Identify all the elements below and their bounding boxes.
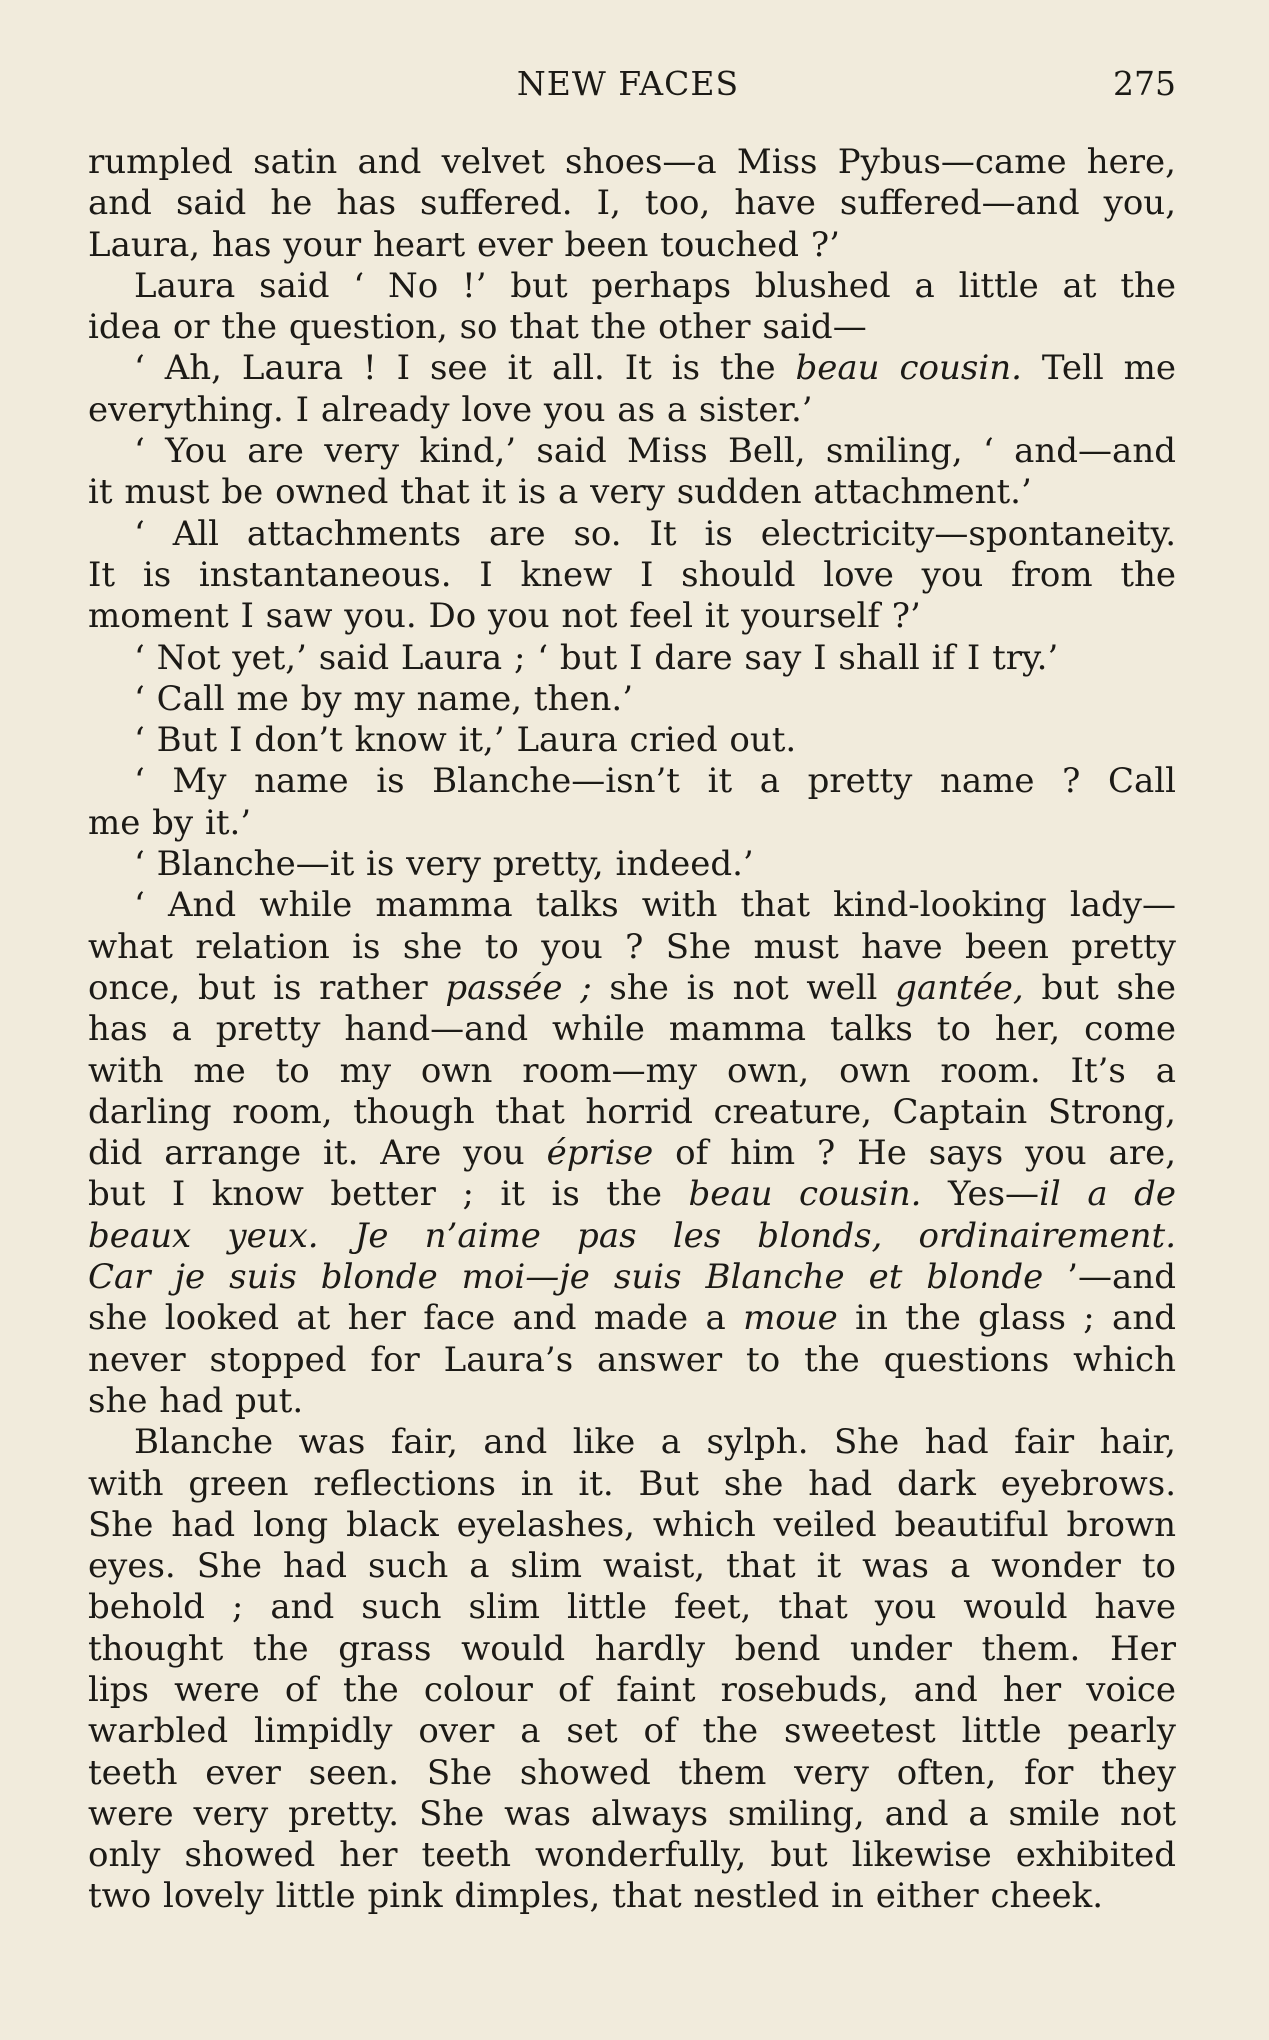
text-run: ‘ Ah, Laura ! I see it all. It is the: [134, 348, 796, 389]
text-line: [88, 679, 1176, 720]
text-line: [88, 1670, 1176, 1711]
text-line: [88, 968, 1176, 1009]
paragraph: [88, 844, 1176, 885]
paragraph: [88, 142, 1176, 266]
italic-text: beau cousin.: [795, 348, 1022, 389]
text-run: ’—and: [1043, 1257, 1176, 1298]
text-run: everything. I already love you as a sister.’: [88, 389, 813, 430]
text-line: [88, 142, 1176, 183]
italic-text: beaux yeux. Je n’aime pas les blonds, ordinairement.: [88, 1215, 1176, 1256]
text-run: thought the grass would hardly bend under them. Her: [88, 1628, 1176, 1669]
text-run: once, but is rather: [88, 967, 446, 1008]
text-run: warbled limpidly over a set of the sweetest little pearly: [88, 1711, 1176, 1752]
paragraph: [88, 1422, 1176, 1918]
text-run: ‘ But I don’t know it,’ Laura cried out.: [134, 720, 797, 761]
text-run: ‘ Blanche—it is very pretty, indeed.’: [134, 844, 754, 885]
italic-text: moue: [743, 1298, 838, 1339]
text-line: [88, 1216, 1176, 1257]
text-line: [88, 555, 1176, 596]
text-line: [88, 1133, 1176, 1174]
italic-text: Car je suis blonde moi—je suis Blanche et blonde: [88, 1257, 1044, 1298]
text-run: what relation is she to you ? She must have been pretty: [88, 926, 1176, 967]
paragraph: [88, 638, 1176, 679]
text-run: of him ? He says you are,: [653, 1133, 1176, 1174]
text-run: Blanche was fair, and like a sylph. She had fair hair,: [134, 1422, 1176, 1463]
paragraph: [88, 266, 1176, 349]
text-line: [88, 1298, 1176, 1339]
text-line: [88, 1711, 1176, 1752]
text-line: [88, 514, 1176, 555]
italic-text: beau cousin.: [688, 1174, 922, 1215]
text-line: [88, 1051, 1176, 1092]
paragraph: [88, 679, 1176, 720]
text-run: She had long black eyelashes, which veiled beautiful brown: [88, 1504, 1176, 1545]
text-line: [88, 1464, 1176, 1505]
text-run: ‘ And while mamma talks with that kind-looking lady—: [134, 885, 1176, 926]
text-run: never stopped for Laura’s answer to the questions which: [88, 1339, 1176, 1380]
text-line: [88, 225, 1176, 266]
text-line: [88, 1629, 1176, 1670]
text-run: ‘ You are very kind,’ said Miss Bell, smiling, ‘ and—and: [134, 431, 1176, 472]
text-run: did arrange it. Are you: [88, 1133, 547, 1174]
text-line: [88, 390, 1176, 431]
text-line: [88, 266, 1176, 307]
text-run: has a pretty hand—and while mamma talks to her, come: [88, 1009, 1176, 1050]
text-line: [88, 720, 1176, 761]
paragraph: [88, 885, 1176, 1422]
italic-text: il a de: [1039, 1174, 1176, 1215]
text-run: ‘ My name is Blanche—isn’t it a pretty name ? Call: [134, 761, 1176, 802]
italic-text: gantée,: [895, 967, 1024, 1008]
text-run: Laura, has your heart ever been touched ?’: [88, 224, 840, 265]
text-line: [88, 844, 1176, 885]
text-line: [88, 1505, 1176, 1546]
paragraph: [88, 431, 1176, 514]
text-line: [88, 1876, 1176, 1917]
text-run: ‘ Call me by my name, then.’: [134, 678, 633, 719]
text-run: and said he has suffered. I, too, have suffered—and you,: [88, 183, 1176, 224]
text-run: Tell me: [1021, 348, 1176, 389]
text-run: she looked at her face and made a: [88, 1298, 744, 1339]
body-text: [88, 142, 1176, 1918]
text-line: [88, 596, 1176, 637]
text-run: it must be owned that it is a very sudden attachment.’: [88, 472, 1032, 513]
text-run: but she: [1023, 967, 1176, 1008]
text-line: [88, 638, 1176, 679]
running-head: [80, 64, 1176, 104]
paragraph: [88, 348, 1176, 431]
text-run: eyes. She had such a slim waist, that it was a wonder to: [88, 1546, 1176, 1587]
text-line: [88, 1257, 1176, 1298]
text-run: with me to my own room—my own, own room. It’s a: [88, 1050, 1176, 1091]
text-line: [88, 431, 1176, 472]
page-number: 275: [1113, 64, 1176, 103]
text-line: [88, 183, 1176, 224]
text-run: teeth ever seen. She showed them very often, for they: [88, 1752, 1176, 1793]
text-run: lips were of the colour of faint rosebuds, and her voice: [88, 1669, 1176, 1710]
text-line: [88, 1587, 1176, 1628]
text-run: ‘ Not yet,’ said Laura ; ‘ but I dare say I shall if I try.’: [134, 637, 1059, 678]
text-line: [88, 348, 1176, 389]
text-run: Yes—: [921, 1174, 1040, 1215]
text-line: [88, 307, 1176, 348]
text-run: with green reflections in it. But she had dark eyebrows.: [88, 1463, 1176, 1504]
text-run: Laura said ‘ No !’ but perhaps blushed a little at the: [134, 265, 1176, 306]
italic-text: éprise: [546, 1133, 654, 1174]
text-line: [88, 1422, 1176, 1463]
text-line: [88, 472, 1176, 513]
running-title: NEW FACES: [516, 64, 740, 103]
text-line: [88, 761, 1176, 802]
text-line: [88, 1092, 1176, 1133]
text-run: It is instantaneous. I knew I should love you from the: [88, 554, 1176, 595]
text-run: only showed her teeth wonderfully, but likewise exhibited: [88, 1835, 1176, 1876]
paragraph: [88, 761, 1176, 844]
text-run: idea or the question, so that the other said—: [88, 307, 867, 348]
text-run: she had put.: [88, 1380, 304, 1421]
text-line: [88, 1340, 1176, 1381]
paragraph: [88, 720, 1176, 761]
text-run: rumpled satin and velvet shoes—a Miss Pybus—came here,: [88, 142, 1176, 182]
text-line: [88, 1835, 1176, 1876]
text-line: [88, 1546, 1176, 1587]
text-run: two lovely little pink dimples, that nestled in either cheek.: [88, 1876, 1104, 1917]
text-line: [88, 1009, 1176, 1050]
text-line: [88, 1753, 1176, 1794]
text-run: moment I saw you. Do you not feel it yourself ?’: [88, 596, 921, 637]
text-run: but I know better ; it is the: [88, 1174, 689, 1215]
text-line: [88, 927, 1176, 968]
text-run: ‘ All attachments are so. It is electricity—spontaneity.: [134, 513, 1176, 554]
text-run: behold ; and such slim little feet, that you would have: [88, 1587, 1176, 1628]
text-line: [88, 1794, 1176, 1835]
text-run: darling room, though that horrid creature, Captain Strong,: [88, 1091, 1176, 1132]
text-run: she is not well: [591, 967, 896, 1008]
text-run: were very pretty. She was always smiling, and a smile not: [88, 1793, 1176, 1834]
text-line: [88, 1381, 1176, 1422]
text-line: [88, 1174, 1176, 1215]
text-run: in the glass ; and: [837, 1298, 1176, 1339]
text-line: [88, 885, 1176, 926]
paragraph: [88, 514, 1176, 638]
text-run: me by it.’: [88, 802, 252, 843]
text-line: [88, 803, 1176, 844]
italic-text: passée ;: [445, 967, 592, 1008]
